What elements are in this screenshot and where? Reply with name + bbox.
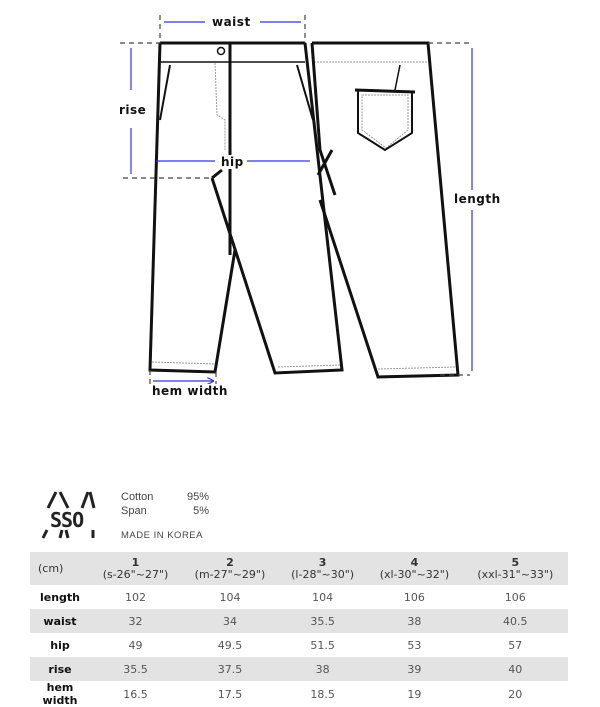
- unit: (cm): [30, 552, 90, 585]
- brand-logo: [38, 490, 98, 542]
- size-3: 3 (l-28"~30"): [279, 552, 366, 585]
- cell: 51.5: [310, 638, 335, 652]
- cell: 40.5: [463, 609, 568, 633]
- cell: 53: [407, 638, 422, 652]
- row-label: hip: [50, 638, 70, 652]
- cell: 104: [312, 590, 334, 604]
- table-row: [30, 585, 568, 609]
- size-2: 2 (m-27"~29"): [181, 552, 279, 585]
- button-icon: [218, 48, 225, 55]
- cell: 35.5: [279, 609, 366, 633]
- cell: 57: [508, 638, 523, 652]
- back-pants: [312, 43, 458, 377]
- label-hem-width: hem width: [149, 384, 231, 398]
- front-pants: [150, 43, 342, 373]
- size-4: 4 (xl-30"~32"): [366, 552, 462, 585]
- cell: 102: [125, 590, 146, 604]
- cell: 34: [181, 609, 279, 633]
- cell: 38: [279, 657, 366, 681]
- cell: 49.5: [217, 638, 243, 652]
- size-5: 5 (xxl-31"~33"): [463, 552, 568, 585]
- material-name: Cotton: [121, 491, 154, 503]
- table-row: [30, 633, 568, 657]
- label-rise: rise: [116, 103, 149, 117]
- cell: 39: [366, 657, 462, 681]
- cell: 35.5: [90, 657, 181, 681]
- cell: 19: [407, 687, 422, 701]
- label-hip: hip: [218, 155, 247, 169]
- cell: 16.5: [123, 687, 148, 701]
- size-1: 1 (s-26"~27"): [90, 552, 181, 585]
- cell: 37.5: [181, 657, 279, 681]
- row-label: rise: [30, 657, 90, 681]
- table-row: [30, 657, 568, 681]
- material-name: Span: [121, 505, 147, 517]
- material-list: [121, 490, 209, 518]
- cell: 49: [128, 638, 143, 652]
- label-length: length: [451, 192, 504, 206]
- cell: 40: [463, 657, 568, 681]
- table-row: [30, 609, 568, 633]
- material-pct: 95%: [186, 491, 209, 503]
- origin: MADE IN KOREA: [121, 530, 203, 541]
- cell: 32: [90, 609, 181, 633]
- cell: 38: [366, 609, 462, 633]
- row-label: waist: [30, 609, 90, 633]
- cell: 106: [403, 590, 425, 604]
- table-header: [30, 552, 568, 585]
- cell: 18.5: [310, 687, 335, 701]
- cell: 17.5: [217, 687, 243, 701]
- cell: 104: [219, 590, 241, 604]
- label-waist: waist: [209, 15, 254, 29]
- cell: 20: [508, 687, 523, 701]
- size-table: [30, 552, 568, 707]
- table-row: [30, 681, 568, 707]
- material-pct: 5%: [193, 505, 209, 517]
- svg-text:SSO: SSO: [50, 508, 84, 532]
- row-label: length: [39, 590, 81, 604]
- cell: 106: [504, 590, 526, 604]
- row-label: hem width: [42, 681, 78, 707]
